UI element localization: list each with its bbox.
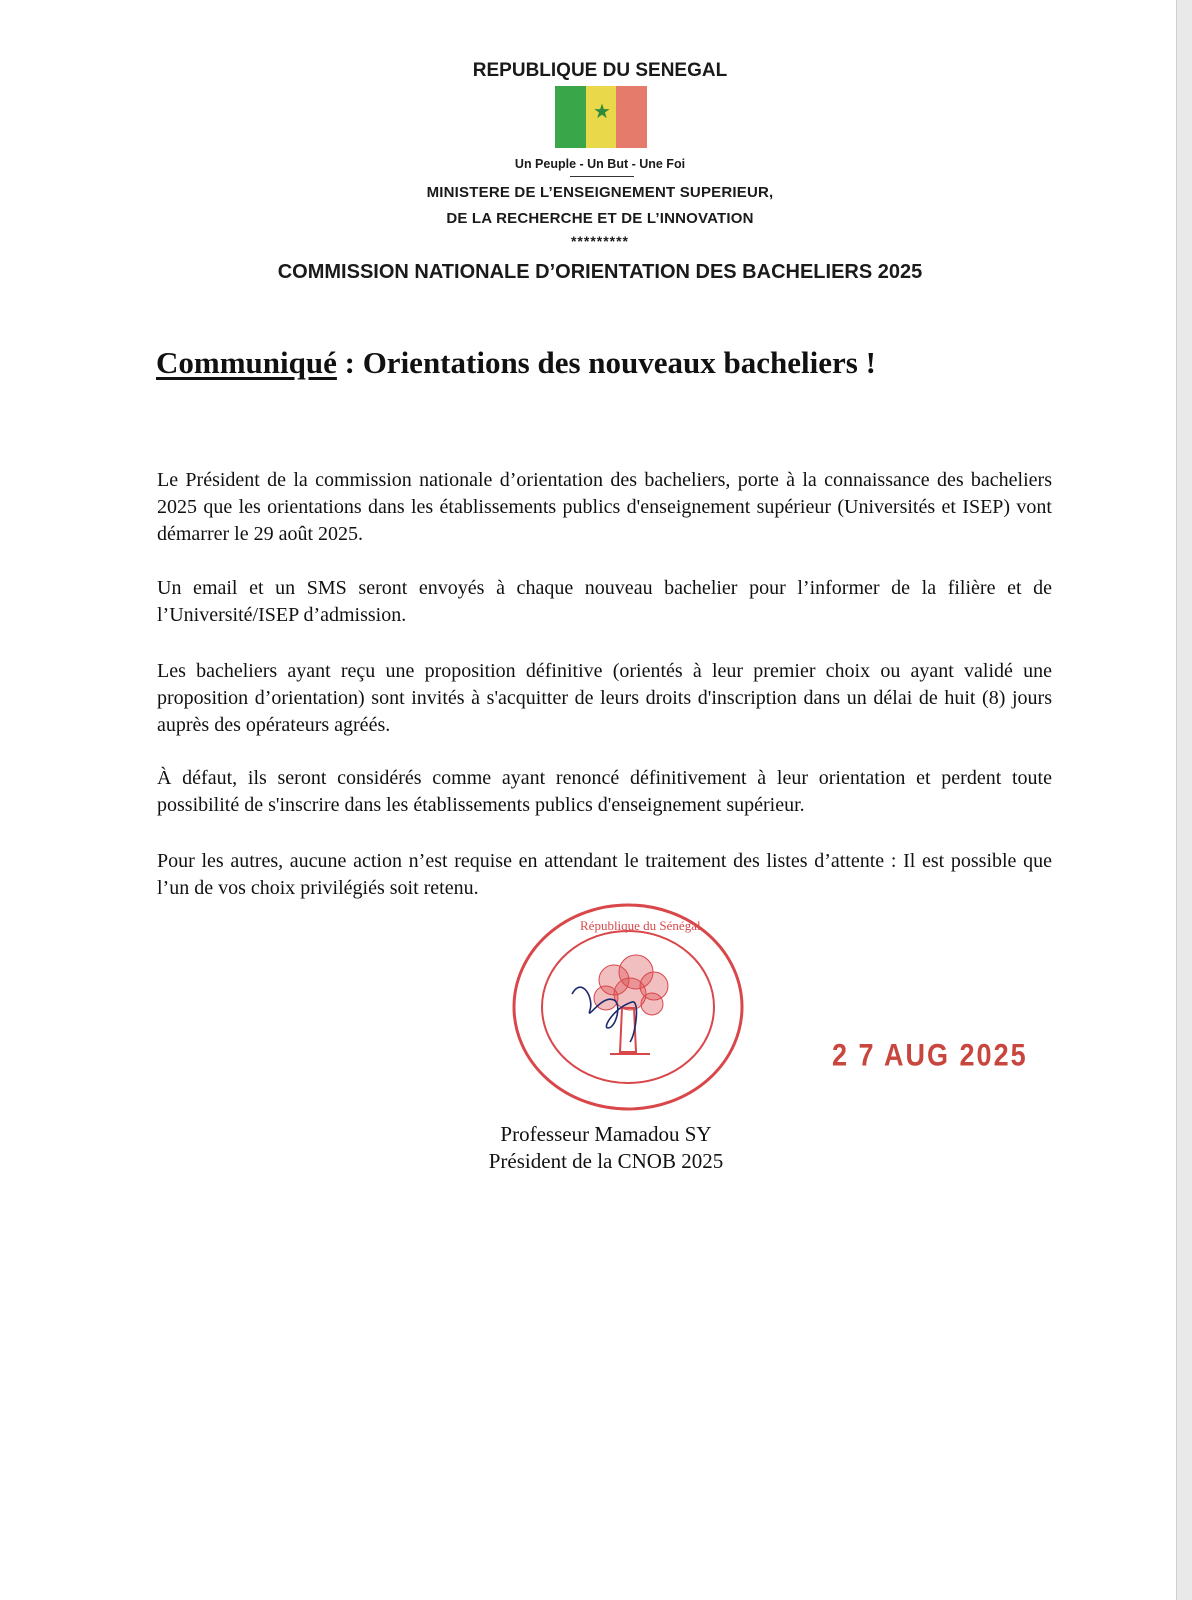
header-separator: ********* [570, 233, 630, 249]
flag-star-icon: ★ [593, 101, 611, 123]
flag-band-green [555, 86, 586, 148]
motto-underline [570, 176, 634, 177]
official-seal-stamp [510, 902, 746, 1112]
signatory-role: Président de la CNOB 2025 [488, 1149, 724, 1173]
paragraph-4: À défaut, ils seront considérés comme ayant renoncé définitivement à leur orientation et perdent toute possibilité de s'inscrire dans les établissements publics d'enseignement supérieur. [157, 767, 1052, 816]
ministry-line-2: DE LA RECHERCHE ET DE L’INNOVATION [446, 210, 754, 227]
paragraph-1: Le Président de la commission nationale d’orientation des bacheliers, porte à la connaissance des bacheliers 2025 que les orientations dans les établissements publics d'enseignement supérieur (Universités et ISEP) vont démarrer le 29 août 2025. [157, 469, 1052, 545]
commission-heading: COMMISSION NATIONALE D’ORIENTATION DES BACHELIERS 2025 [277, 261, 923, 283]
date-stamp: 2 7 AUG 2025 [832, 1037, 1028, 1073]
communique-title [156, 345, 1056, 381]
title-rest: : Orientations des nouveaux bacheliers ! [336, 345, 876, 380]
paragraph-5: Pour les autres, aucune action n’est requise en attendant le traitement des listes d’attente : Il est possible que l’un de vos choix privilégiés soit retenu. [157, 850, 1052, 899]
paragraph-2: Un email et un SMS seront envoyés à chaque nouveau bachelier pour l’informer de la filière et de l’Université/ISEP d’admission. [157, 577, 1052, 626]
title-lead: Communiqué [156, 345, 337, 380]
seal-ring-text: République du Sénégal [580, 918, 701, 933]
republic-heading: REPUBLIQUE DU SENEGAL [472, 60, 728, 81]
signatory-name: Professeur Mamadou SY [500, 1122, 712, 1146]
flag-band-red [616, 86, 647, 148]
paragraph-3: Les bacheliers ayant reçu une proposition définitive (orientés à leur premier choix ou ayant validé une proposition d’orientation) sont invités à s'acquitter de leurs droits d'inscription dans un délai de huit (8) jours auprès des opérateurs agréés. [157, 660, 1052, 736]
senegal-flag [555, 86, 647, 148]
ministry-line-1: MINISTERE DE L’ENSEIGNEMENT SUPERIEUR, [426, 184, 774, 201]
national-motto: Un Peuple - Un But - Une Foi [514, 157, 686, 171]
